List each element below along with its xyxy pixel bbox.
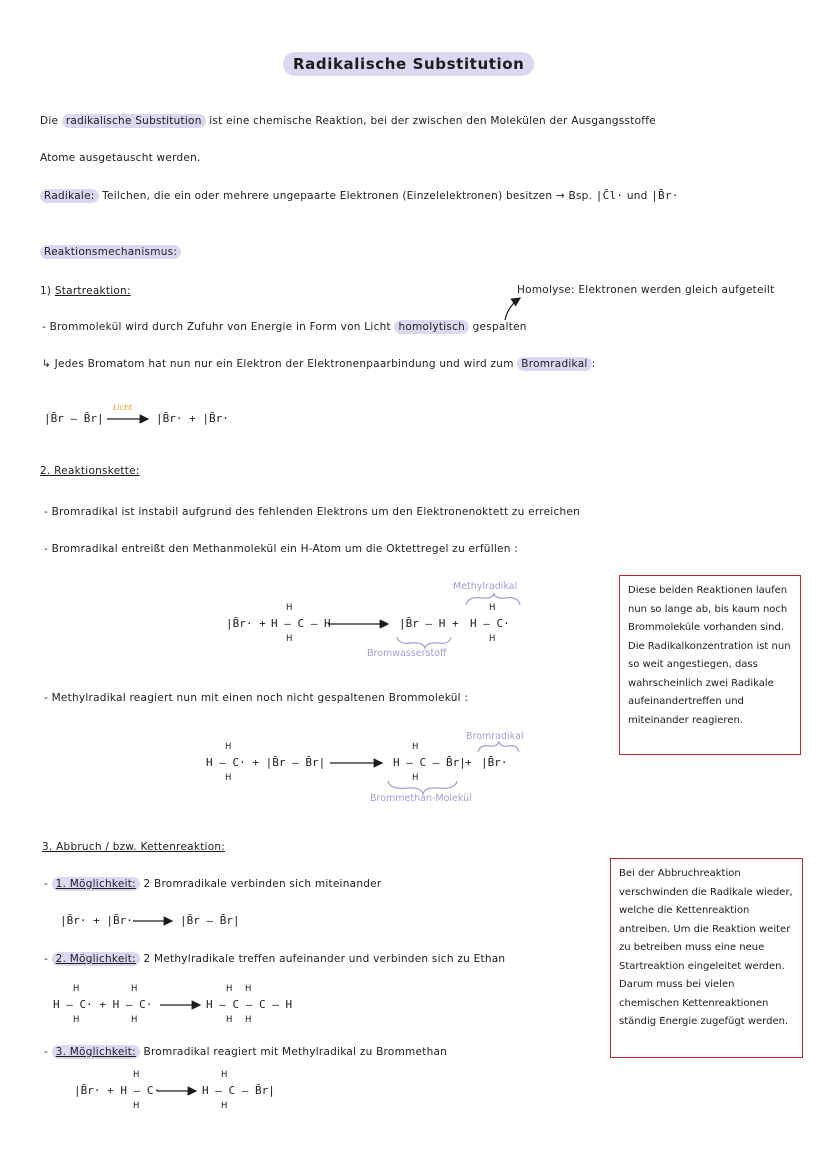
eq2-bromradical: |B̄r· bbox=[481, 756, 508, 769]
bromwasserstoff-brace bbox=[397, 637, 451, 648]
eq2-plus: + bbox=[465, 756, 472, 769]
termination-heading: 3. Abbruch / bzw. Kettenreaktion: bbox=[42, 841, 226, 853]
brommethan-label: Brommethan-Molekül bbox=[370, 793, 472, 804]
intro-line-2: Atome ausgetauscht werden. bbox=[40, 152, 201, 164]
h-bottom-6: H bbox=[131, 1015, 138, 1025]
possibility-2: - 2. Möglichkeit: 2 Methylradikale treffen aufeinander und verbinden sich zu Ethan bbox=[44, 953, 506, 965]
h-bottom-1: H bbox=[286, 634, 293, 644]
start-heading: 1) Startreaktion: bbox=[40, 285, 131, 297]
radikale-definition: Radikale: Teilchen, die ein oder mehrere ungepaarte Elektronen (Einzelelektronen) besitzen → Bsp. |C̄l· und |B̄r· bbox=[40, 189, 679, 202]
bromradikal-brace bbox=[478, 742, 519, 752]
h-bottom-3: H bbox=[225, 773, 232, 783]
p2-eq-left: H – C· + H – C· bbox=[53, 998, 153, 1011]
highlight-radikalische-substitution: radikalische Substitution bbox=[62, 114, 206, 128]
eq1-hbr: |B̄r – H + bbox=[399, 617, 459, 630]
h-top-8: H bbox=[245, 984, 252, 994]
h-top-6: H bbox=[131, 984, 138, 994]
p3-eq-right: H – C – B̄r| bbox=[202, 1084, 275, 1097]
h-bottom-8: H bbox=[245, 1015, 252, 1025]
chain-bullet-3: - Methylradikal reagiert nun mit einen noch nicht gespaltenen Brommolekül : bbox=[44, 692, 469, 704]
h-bottom-7: H bbox=[226, 1015, 233, 1025]
p1-eq-left: |B̄r· + |B̄r· bbox=[60, 914, 133, 927]
chain-bullet-2: - Bromradikal entreißt den Methanmolekül ein H-Atom um die Oktettregel zu erfüllen : bbox=[44, 543, 519, 555]
bromwasserstoff-label: Bromwasserstoff bbox=[367, 648, 447, 659]
homolyse-pointer-arrow bbox=[505, 298, 520, 320]
p2-eq-right: H – C – C – H bbox=[206, 998, 293, 1011]
h-bottom-5: H bbox=[73, 1015, 80, 1025]
mechanism-heading: Reaktionsmechanismus: bbox=[40, 246, 181, 258]
note-box-1: Diese beiden Reaktionen laufen nun so lange ab, bis kaum noch Brommoleküle vorhanden sind. Die Radikalkonzentration ist nun so weit angestiegen, dass wahrscheinlich zwei Radikale aufeinandertreffen und miteinander reagieren. bbox=[619, 575, 801, 755]
chain-heading: 2. Reaktionskette: bbox=[40, 465, 140, 477]
p3-eq-left: |B̄r· + H – C· bbox=[74, 1084, 161, 1097]
eq2-brommethan: H – C – B̄r| bbox=[393, 756, 466, 769]
methylradikal-label: Methylradikal bbox=[453, 581, 518, 592]
h-bottom-2: H bbox=[489, 634, 496, 644]
h-top-10: H bbox=[221, 1070, 228, 1080]
radikale-label: Radikale: bbox=[40, 189, 99, 203]
brommethan-brace bbox=[388, 781, 457, 794]
bromradikal-label: Bromradikal bbox=[466, 731, 524, 742]
eq1-bromradical: |B̄r· + bbox=[226, 617, 266, 630]
possibility-1: - 1. Möglichkeit: 2 Bromradikale verbinden sich miteinander bbox=[44, 878, 382, 890]
start-eq-right: |B̄r· + |B̄r· bbox=[156, 412, 229, 425]
h-top-1: H bbox=[286, 603, 293, 613]
h-top-9: H bbox=[133, 1070, 140, 1080]
homolyse-note: Homolyse: Elektronen werden gleich aufgeteilt bbox=[517, 284, 775, 296]
start-bullet-1: - Brommolekül wird durch Zufuhr von Energie in Form von Licht homolytisch gespalten bbox=[42, 321, 527, 333]
h-bottom-9: H bbox=[133, 1101, 140, 1111]
h-bottom-10: H bbox=[221, 1101, 228, 1111]
start-eq-left: |B̄r – B̄r| bbox=[44, 412, 104, 425]
h-top-5: H bbox=[73, 984, 80, 994]
methylradikal-brace bbox=[466, 594, 520, 605]
eq1-methylradical: H – C· bbox=[470, 617, 510, 630]
h-bottom-4: H bbox=[412, 773, 419, 783]
h-top-2: H bbox=[489, 603, 496, 613]
intro-line-1: Die radikalische Substitution ist eine chemische Reaktion, bei der zwischen den Molekülen der Ausgangsstoffe bbox=[40, 115, 656, 127]
note-box-2: Bei der Abbruchreaktion verschwinden die Radikale wieder, welche die Kettenreaktion antreiben. Um die Reaktion weiter zu betreiben muss eine neue Startreaktion eingeleitet werden. Darum muss bei vielen chemischen Kettenreaktionen ständig Energie zugefügt werden. bbox=[610, 858, 803, 1058]
eq2-left: H – C· + |B̄r – B̄r| bbox=[206, 756, 326, 769]
h-top-7: H bbox=[226, 984, 233, 994]
p1-eq-right: |B̄r – B̄r| bbox=[180, 914, 240, 927]
eq1-methane: H – C – H bbox=[271, 617, 331, 630]
page-title: Radikalische Substitution bbox=[283, 52, 534, 76]
possibility-3: - 3. Möglichkeit: Bromradikal reagiert mit Methylradikal zu Brommethan bbox=[44, 1046, 448, 1058]
start-bullet-2: ↳ Jedes Bromatom hat nun nur ein Elektron der Elektronenpaarbindung und wird zum Bromradikal : bbox=[42, 358, 596, 370]
h-top-4: H bbox=[412, 742, 419, 752]
h-top-3: H bbox=[225, 742, 232, 752]
licht-label: Licht bbox=[113, 403, 133, 412]
chain-bullet-1: - Bromradikal ist instabil aufgrund des fehlenden Elektrons um den Elektronenoktett zu erreichen bbox=[44, 506, 580, 518]
